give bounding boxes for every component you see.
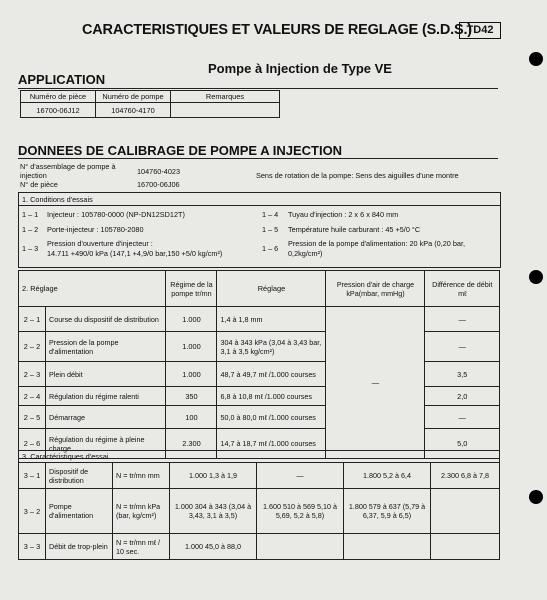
assembly-label: N° d'assemblage de pompe à injection — [20, 162, 116, 180]
row-num: 3 – 2 — [19, 489, 46, 534]
row-diff: 3,5 — [425, 362, 500, 387]
row-rpm: 1.000 — [166, 307, 217, 332]
row-cell: 1.000 1,3 à 1,9 — [170, 463, 257, 489]
row-num: 2 – 4 — [19, 387, 46, 406]
part-number: 16700-06J12 — [21, 103, 96, 118]
row-unit: N = tr/mn kPa (bar, kg/cm²) — [113, 489, 170, 534]
cond-1-2-num: 1 – 2 — [22, 225, 39, 234]
row-label: Démarrage — [46, 406, 166, 429]
row-rpm: 1.000 — [166, 332, 217, 362]
row-diff: — — [425, 332, 500, 362]
conditions-heading: 1. Conditions d'essais — [22, 195, 93, 204]
cond-1-3-num: 1 – 3 — [22, 244, 39, 253]
row-num: 3 – 3 — [19, 534, 46, 560]
col-header-pump: Numéro de pompe — [96, 91, 171, 103]
table-row — [19, 406, 500, 429]
cond-1-6-text2: 0,2kg/cm²) — [288, 249, 323, 258]
row-num: 2 – 6 — [19, 429, 46, 459]
cond-1-5-text: Température huile carburant : 45 +5/0 °C — [288, 225, 421, 234]
row-cell: 1.000 304 à 343 (3,04 à 3,43, 3,1 à 3,5) — [170, 489, 257, 534]
essai-heading: 3. Caractéristiques d'essai — [19, 451, 500, 463]
row-num: 3 – 1 — [19, 463, 46, 489]
cond-1-3-text: Pression d'ouverture d'injecteur : — [47, 239, 153, 248]
rotation-text: Sens de rotation de la pompe: Sens des aiguilles d'une montre — [256, 171, 459, 180]
table-row — [19, 387, 500, 406]
cond-1-6-text: Pression de la pompe d'alimentation: 20 kPa (0,20 bar, — [288, 239, 466, 248]
row-cell: 1.600 510 à 569 5,10 à 5,69, 5,2 à 5,8) — [257, 489, 344, 534]
cond-1-5-num: 1 – 5 — [262, 225, 279, 234]
row-label: Pompe d'alimentation — [46, 489, 113, 534]
cond-1-4-text: Tuyau d'injection : 2 x 6 x 840 mm — [288, 210, 399, 219]
row-label: Régulation du régime à pleine charge — [46, 429, 166, 459]
row-value: 50,0 à 80,0 mℓ /1.000 courses — [217, 406, 326, 429]
table-row — [19, 489, 500, 534]
binder-hole-middle — [529, 270, 543, 284]
table-row — [19, 463, 500, 489]
row-cell: 1.800 5,2 à 6,4 — [344, 463, 431, 489]
cond-1-1-num: 1 – 1 — [22, 210, 39, 219]
table-row — [19, 362, 500, 387]
pressure-value: — — [326, 307, 425, 459]
page-title: CARACTERISTIQUES ET VALEURS DE REGLAGE (S.D.S.) — [82, 22, 472, 38]
application-rule — [18, 88, 498, 89]
calibration-heading: DONNEES DE CALIBRAGE DE POMPE A INJECTION — [18, 143, 343, 158]
row-diff: 2,0 — [425, 387, 500, 406]
col-header-diff: Différence de débit mℓ — [425, 271, 500, 307]
row-label: Régulation du régime ralenti — [46, 387, 166, 406]
row-diff: — — [425, 307, 500, 332]
pump-number: 104760-4170 — [96, 103, 171, 118]
calibration-rule — [18, 158, 498, 159]
row-cell: 1.800 579 à 637 (5,79 à 6,37, 5,9 à 6,5) — [344, 489, 431, 534]
table-row — [19, 332, 500, 362]
row-label: Plein débit — [46, 362, 166, 387]
row-cell: 1.000 45,0 à 88,0 — [170, 534, 257, 560]
row-cell — [344, 534, 431, 560]
application-table — [20, 90, 280, 118]
row-unit: N = tr/mn mm — [113, 463, 170, 489]
row-label: Dispositif de distribution — [46, 463, 113, 489]
binder-hole-top — [529, 52, 543, 66]
row-diff: 5,0 — [425, 429, 500, 459]
cond-1-6-num: 1 – 6 — [262, 244, 279, 253]
row-num: 2 – 3 — [19, 362, 46, 387]
table-row — [19, 307, 500, 332]
row-cell — [431, 534, 500, 560]
row-num: 2 – 1 — [19, 307, 46, 332]
row-diff: — — [425, 406, 500, 429]
row-value: 14,7 à 18,7 mℓ /1.000 courses — [217, 429, 326, 459]
row-cell — [431, 489, 500, 534]
row-value: 48,7 à 49,7 mℓ /1.000 courses — [217, 362, 326, 387]
essai-table — [18, 450, 500, 560]
part-value: 16700-06J06 — [137, 180, 180, 189]
row-num: 2 – 2 — [19, 332, 46, 362]
row-num: 2 – 5 — [19, 406, 46, 429]
cond-1-2-text: Porte-injecteur : 105780-2080 — [47, 225, 144, 234]
assembly-value: 104760-4023 — [137, 167, 181, 176]
col-header-part: Numéro de pièce — [21, 91, 96, 103]
row-rpm: 2.300 — [166, 429, 217, 459]
col-header-remarks: Remarques — [171, 91, 280, 103]
row-rpm: 1.000 — [166, 362, 217, 387]
row-cell: 2.300 6,8 à 7,8 — [431, 463, 500, 489]
row-rpm: 350 — [166, 387, 217, 406]
row-unit: N = tr/mn mℓ / 10 sec. — [113, 534, 170, 560]
col-header-reglage: Réglage — [217, 271, 326, 307]
row-rpm: 100 — [166, 406, 217, 429]
col-header-pressure: Pression d'air de charge kPa(mbar, mmHg) — [326, 271, 425, 307]
row-value: 304 à 343 kPa (3,04 à 3,43 bar, 3,1 à 3,5 kg/cm²) — [217, 332, 326, 362]
row-label: Débit de trop-plein — [46, 534, 113, 560]
col-header-rpm: Régime de la pompe tr/mn — [166, 271, 217, 307]
reglage-heading: 2. Réglage — [19, 271, 166, 307]
engine-code-badge: TD42 — [459, 22, 501, 39]
page-subtitle: Pompe à Injection de Type VE — [208, 61, 392, 76]
remarks — [171, 103, 280, 118]
cond-1-1-text: Injecteur : 105780-0000 (NP-DN12SD12T) — [47, 210, 185, 219]
application-heading: APPLICATION — [18, 72, 106, 87]
cond-1-3-text2: 14.711 +490/0 kPa (147,1 +4,9/0 bar,150 +5/0 kg/cm²) — [47, 249, 223, 258]
row-cell: — — [257, 463, 344, 489]
row-label: Pression de la pompe d'alimentation — [46, 332, 166, 362]
row-label: Course du dispositif de distribution — [46, 307, 166, 332]
reglage-table — [18, 270, 500, 459]
table-row — [19, 534, 500, 560]
binder-hole-bottom — [529, 490, 543, 504]
part-label: N° de pièce — [20, 180, 58, 189]
row-value: 1,4 à 1,8 mm — [217, 307, 326, 332]
conditions-divider — [18, 205, 500, 206]
cond-1-4-num: 1 – 4 — [262, 210, 279, 219]
row-value: 6,8 à 10,8 mℓ /1.000 courses — [217, 387, 326, 406]
row-cell — [257, 534, 344, 560]
